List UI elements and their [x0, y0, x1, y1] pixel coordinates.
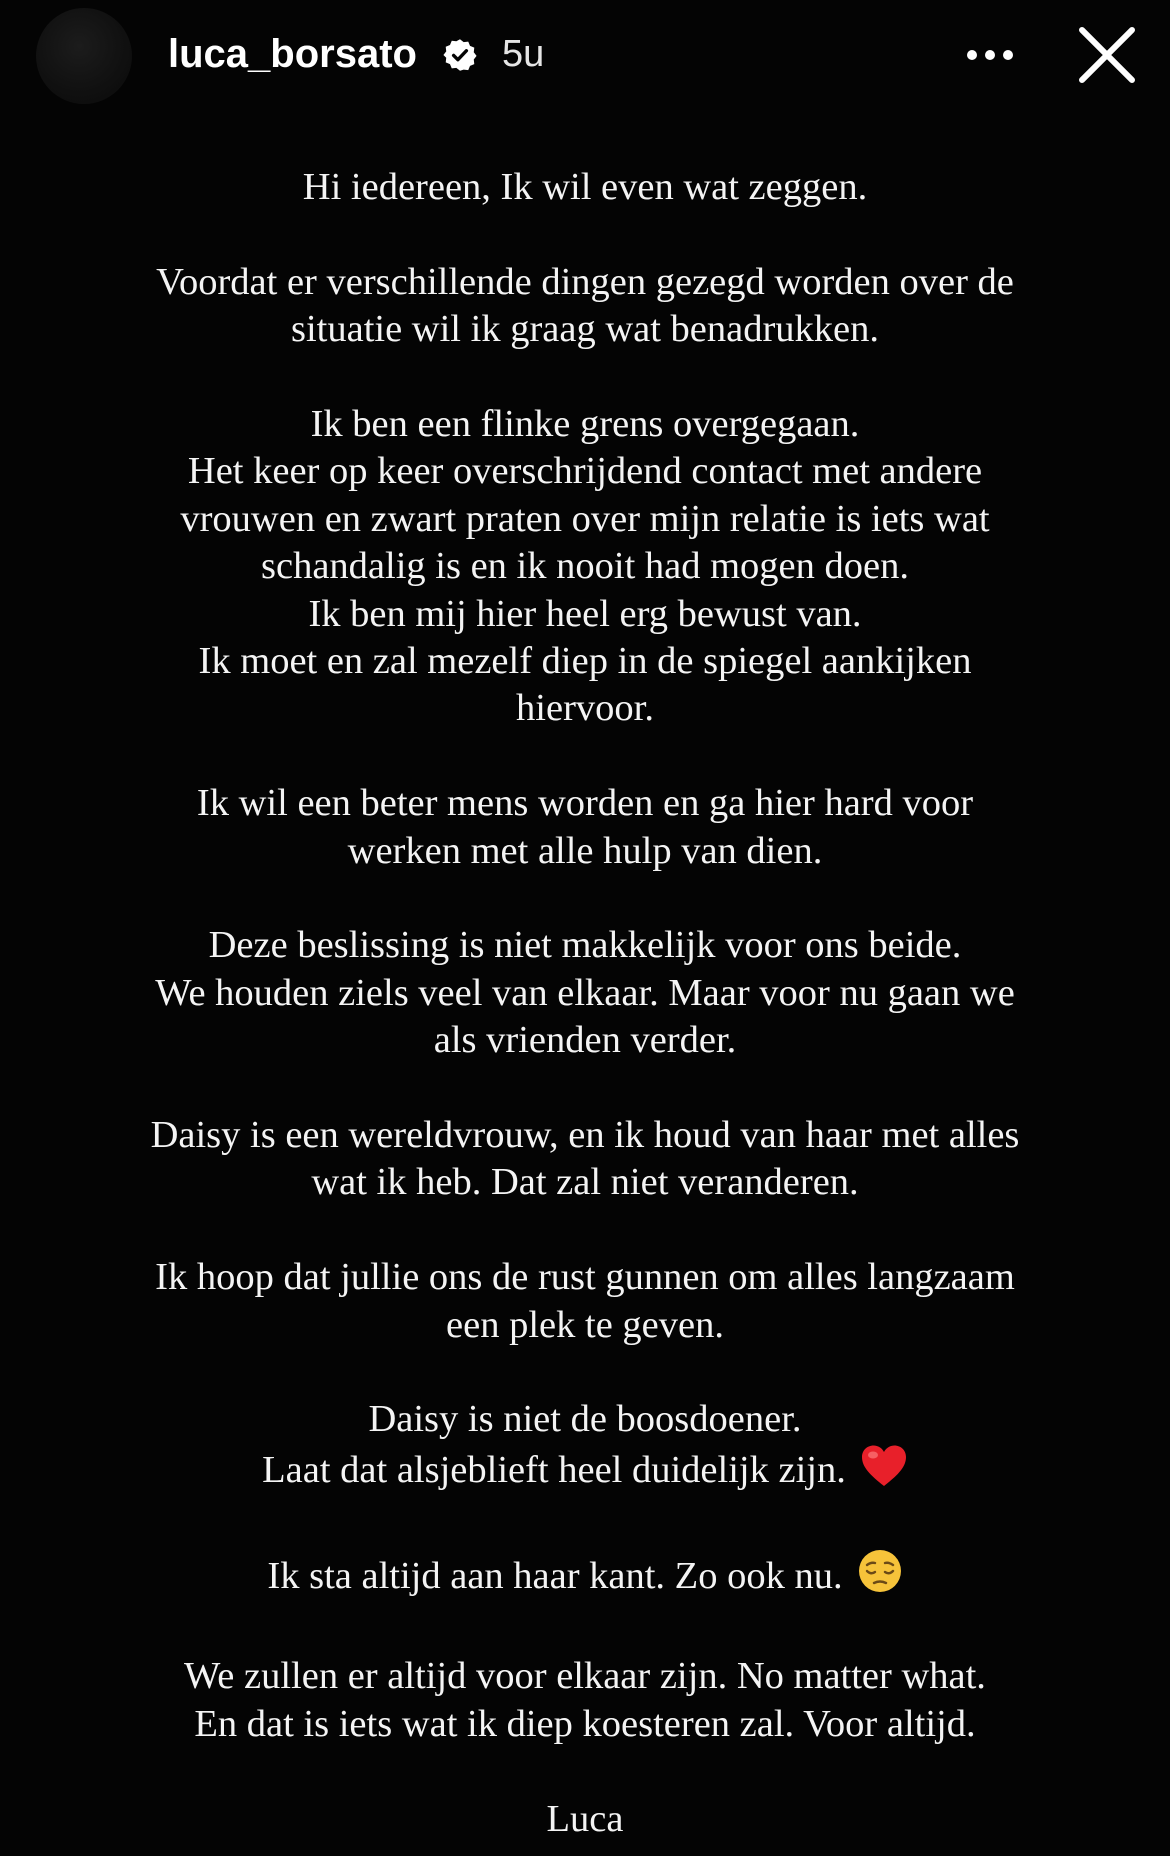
- story-line: Daisy is een wereldvrouw, en ik houd van haar met alles: [150, 1114, 1020, 1157]
- story-paragraph: [60, 1254, 1110, 1349]
- story-line: We houden ziels veel van elkaar. Maar voor nu gaan we: [155, 971, 1015, 1014]
- story-line: een plek te geven.: [446, 1303, 724, 1346]
- story-line: Daisy is niet de boosdoener.: [368, 1398, 802, 1441]
- story-line: Hi iedereen, Ik wil even wat zeggen.: [302, 166, 868, 208]
- story-line: Ik ben een flinke grens overgegaan.: [310, 403, 860, 445]
- story-line: Het keer op keer overschrijdend contact met andere: [187, 450, 983, 493]
- story-paragraph: [60, 780, 1110, 875]
- close-button[interactable]: [1072, 20, 1142, 90]
- story-line: hiervoor.: [516, 687, 654, 730]
- username[interactable]: luca_borsato: [168, 32, 417, 76]
- story-line: Laat dat alsjeblieft heel duidelijk zijn.: [262, 1448, 846, 1491]
- story-paragraph: [60, 922, 1110, 1064]
- story-paragraph: [60, 259, 1110, 354]
- story-line: Ik wil een beter mens worden en ga hier hard voor: [196, 782, 974, 825]
- post-time: 5u: [502, 33, 545, 75]
- story-line: werken met alle hulp van dien.: [347, 829, 823, 872]
- pensive-face-emoji-icon: [857, 1548, 903, 1606]
- story-paragraph: [60, 1796, 1110, 1843]
- story-line: Voordat er verschillende dingen gezegd worden over de: [156, 260, 1014, 303]
- avatar[interactable]: [36, 8, 132, 104]
- more-options-button[interactable]: [960, 30, 1020, 80]
- story-line: Ik moet en zal mezelf diep in de spiegel aankijken: [198, 640, 972, 683]
- story-line: schandalig is en ik nooit had mogen doen.: [261, 545, 909, 588]
- story-header: [0, 0, 1170, 110]
- red-heart-emoji-icon: [860, 1444, 908, 1500]
- story-line: situatie wil ik graag wat benadrukken.: [290, 308, 879, 351]
- story-line: wat ik heb. Dat zal niet veranderen.: [311, 1161, 859, 1204]
- story-paragraph: [60, 1396, 1110, 1500]
- story-line: En dat is iets wat ik diep koesteren zal. Voor altijd.: [194, 1702, 976, 1745]
- story-paragraph: [60, 1548, 1110, 1606]
- story-paragraph: [60, 401, 1110, 733]
- story-line: vrouwen en zwart praten over mijn relatie is iets wat: [180, 497, 990, 540]
- story-text: [60, 164, 1110, 1843]
- story-line: Ik hoop dat jullie ons de rust gunnen om alles langzaam: [155, 1256, 1015, 1299]
- story-line: Ik sta altijd aan haar kant. Zo ook nu.: [267, 1554, 843, 1597]
- story-line: Luca: [546, 1797, 624, 1840]
- story-paragraph: [60, 1653, 1110, 1748]
- verified-badge-icon: [443, 38, 477, 72]
- story-line: als vrienden verder.: [433, 1019, 737, 1062]
- close-icon: [1072, 20, 1142, 90]
- story-paragraph: [60, 164, 1110, 211]
- story-line: Deze beslissing is niet makkelijk voor ons beide.: [208, 924, 962, 967]
- story-line: We zullen er altijd voor elkaar zijn. No matter what.: [184, 1655, 986, 1698]
- story-paragraph: [60, 1112, 1110, 1207]
- more-options-icon: [960, 30, 1020, 80]
- story-line: Ik ben mij hier heel erg bewust van.: [308, 592, 862, 635]
